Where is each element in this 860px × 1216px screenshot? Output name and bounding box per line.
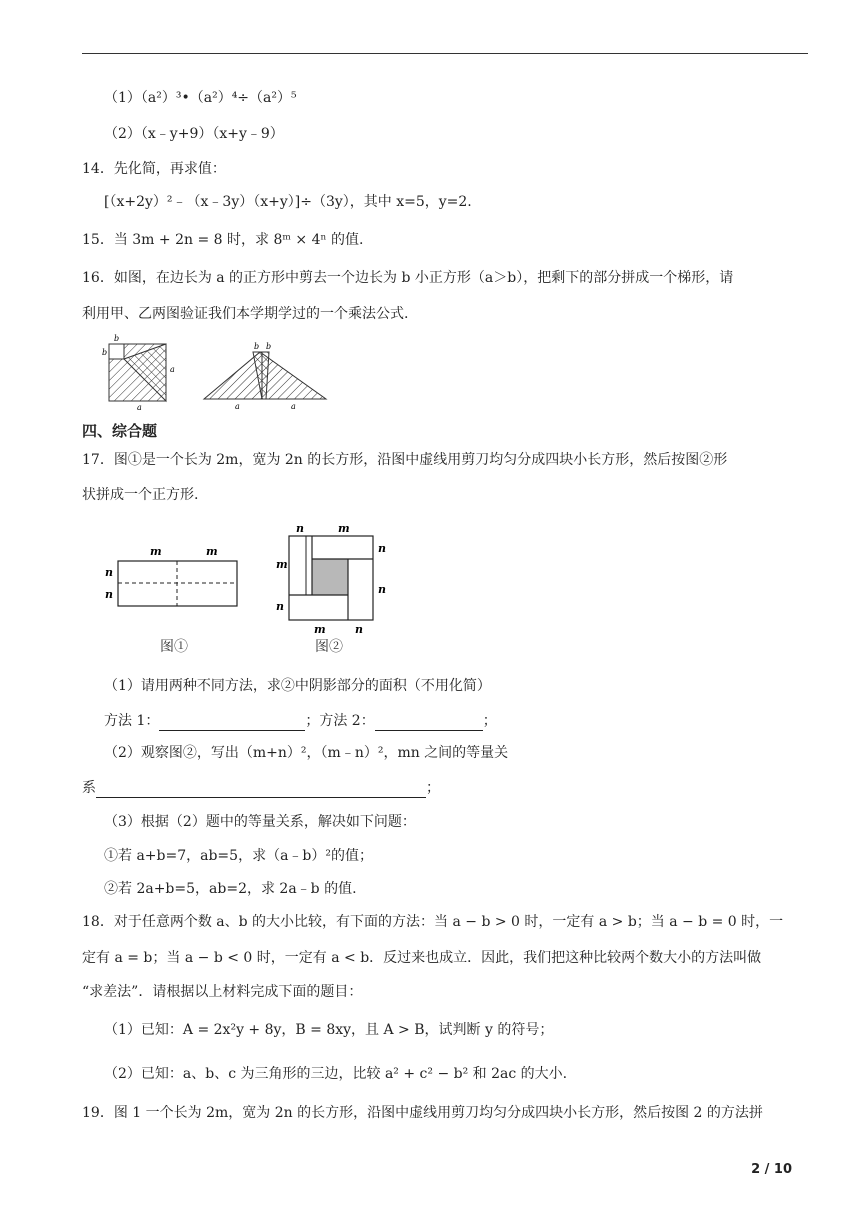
label-b-left: b [102, 348, 108, 357]
problem-17-methods [104, 711, 497, 731]
label-b2: b [266, 342, 272, 351]
relation-blank[interactable] [96, 783, 426, 798]
problem-15: 15．当 3m + 2n = 8 时，求 8ᵐ × 4ⁿ 的值. [82, 232, 364, 248]
fig2-label-m-bottom: m [314, 623, 326, 636]
problem-18-q1: （1）已知：A = 2x²y + 8y，B = 8xy，且 A > B，试判断 y 的符号； [104, 1022, 554, 1038]
problem-17-q2: （2）观察图②，写出（m+n）²，（m﹣n）²，mn 之间的等量关 [104, 745, 509, 761]
label-a-right: a [170, 365, 175, 374]
problem-18-line3: “求差法”．请根据以上材料完成下面的题目： [82, 984, 363, 1000]
fig2-label-m-top: m [338, 522, 350, 535]
page-number: 2 / 10 [751, 1162, 792, 1177]
relation-label: 系 [82, 780, 96, 796]
relation-end: ； [426, 780, 440, 796]
label-b-top: b [114, 334, 120, 343]
problem-14-title: 14．先化简，再求值： [82, 161, 226, 177]
problem-17-figures [100, 518, 400, 663]
problem-13-part2: （2）（x﹣y+9）（x+y﹣9） [104, 126, 284, 142]
problem-18-q2: （2）已知：a、b、c 为三角形的三边，比较 a² + c² − b² 和 2ac 的大小. [104, 1066, 568, 1082]
problem-18-line1: 18．对于任意两个数 a、b 的大小比较，有下面的方法：当 a − b > 0 时，一定有 a > b；当 a − b = 0 时，一 [82, 914, 784, 930]
label-b1: b [254, 342, 260, 351]
fig1-label-n1: n [105, 566, 113, 579]
problem-17-q3: （3）根据（2）题中的等量关系，解决如下问题： [104, 814, 416, 830]
cut-small-square [109, 344, 124, 359]
problem-17-q3-a: ①若 a+b=7，ab=5，求（a﹣b）²的值； [104, 848, 373, 864]
problem-16-line1: 16．如图，在边长为 a 的正方形中剪去一个边长为 b 小正方形（a＞b），把剩下的部分拼成一个梯形，请 [82, 270, 734, 286]
fig2-label-n-right2: n [378, 583, 386, 596]
problem-18-line2: 定有 a = b；当 a − b < 0 时，一定有 a < b．反过来也成立．因此，我们把这种比较两个数大小的方法叫做 [82, 950, 762, 966]
label-a1: a [235, 402, 240, 410]
problem-16-line2: 利用甲、乙两图验证我们本学期学过的一个乘法公式. [82, 306, 409, 322]
fig2-label-n-left: n [276, 600, 284, 613]
fig2-label-n-right1: n [378, 542, 386, 555]
fig2-shaded-square [312, 559, 348, 595]
problem-16-figure [96, 334, 336, 410]
fig1-caption: 图① [160, 639, 188, 655]
method1-label: 方法 1： [104, 713, 160, 729]
method1-blank[interactable] [159, 716, 305, 731]
fig1-label-m2: m [206, 545, 218, 558]
problem-19-line1: 19．图 1 一个长为 2m，宽为 2n 的长方形，沿图中虚线用剪刀均匀分成四块小长方形，然后按图 2 的方法拼 [82, 1105, 763, 1121]
section-heading: 四、综合题 [82, 422, 158, 440]
header-rule [82, 53, 808, 54]
problem-14-expression: [（x+2y）²﹣（x﹣3y）（x+y）]÷（3y），其中 x=5，y=2. [104, 194, 472, 210]
problem-17-line2: 状拼成一个正方形. [82, 487, 199, 503]
fig1-label-n2: n [105, 588, 113, 601]
label-a2: a [291, 402, 296, 410]
fig2-label-m-left: m [276, 558, 288, 571]
problem-17-line1: 17．图①是一个长为 2m，宽为 2n 的长方形，沿图中虚线用剪刀均匀分成四块小长方形，然后按图②形 [82, 452, 728, 468]
method-end: ； [482, 713, 497, 729]
problem-17-q2-cont [82, 778, 440, 798]
fig1-label-m1: m [150, 545, 162, 558]
fig2-label-n-top: n [296, 522, 304, 535]
problem-17-q3-b: ②若 2a+b=5，ab=2，求 2a﹣b 的值. [104, 881, 357, 897]
method2-blank[interactable] [375, 716, 483, 731]
problem-17-q1: （1）请用两种不同方法，求②中阴影部分的面积（不用化简） [104, 678, 491, 694]
method2-label: ；方法 2： [305, 713, 375, 729]
fig2-caption: 图② [315, 639, 343, 655]
problem-13-part1: （1）（a²）³•（a²）⁴÷（a²）⁵ [104, 90, 297, 106]
fig2-label-n-bottom: n [355, 623, 363, 636]
label-a-bottom: a [137, 403, 142, 410]
